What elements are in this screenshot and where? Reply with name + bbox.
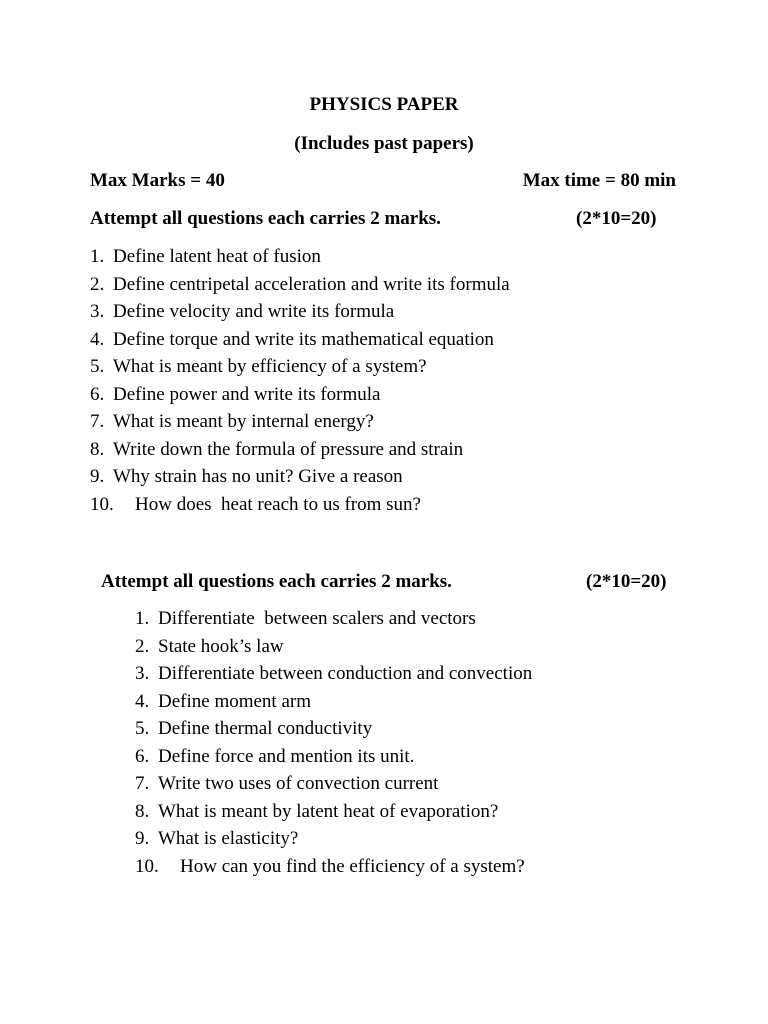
question-item <box>90 298 510 326</box>
section-1-heading <box>90 208 662 230</box>
question-text: What is elasticity? <box>158 828 299 849</box>
question-text: Define centripetal acceleration and write its formula <box>113 273 510 295</box>
question-text: What is meant by efficiency of a system? <box>113 356 427 377</box>
question-number: 9. <box>135 828 150 849</box>
question-text: Define moment arm <box>158 690 312 712</box>
question-item <box>90 463 510 491</box>
paper-subtitle: (Includes past papers) <box>294 133 474 154</box>
question-item <box>90 491 510 519</box>
question-number: 1. <box>90 246 105 267</box>
question-number: 8. <box>135 800 150 822</box>
question-number: 5. <box>90 356 105 377</box>
question-item <box>135 825 532 853</box>
question-number: 9. <box>90 466 105 487</box>
question-text: Define latent heat of fusion <box>113 246 321 267</box>
question-number: 6. <box>90 383 105 405</box>
question-text: Define force and mention its unit. <box>158 745 415 767</box>
question-item <box>135 853 532 881</box>
question-text: Why strain has no unit? Give a reason <box>113 466 403 487</box>
question-item <box>90 326 510 354</box>
section-2-heading <box>101 571 672 593</box>
question-item <box>90 271 510 299</box>
question-text: Define power and write its formula <box>113 383 381 405</box>
question-item <box>135 688 532 716</box>
section-2-questions <box>135 605 532 880</box>
section-1-instruction: Attempt all questions each carries 2 marks. <box>90 208 441 229</box>
question-item <box>135 633 532 661</box>
question-number: 5. <box>135 718 150 739</box>
question-text: Write down the formula of pressure and strain <box>113 438 464 460</box>
paper-title: PHYSICS PAPER <box>309 94 459 115</box>
section-2-instruction: Attempt all questions each carries 2 marks. <box>101 571 452 592</box>
question-text: How does heat reach to us from sun? <box>135 493 421 515</box>
question-item <box>135 798 532 826</box>
question-item <box>135 743 532 771</box>
question-item <box>90 243 510 271</box>
question-item <box>90 408 510 436</box>
max-marks: Max Marks = 40 <box>90 170 225 191</box>
question-number: 2. <box>135 635 150 657</box>
question-text: Differentiate between conduction and convection <box>158 663 533 684</box>
question-item <box>135 715 532 743</box>
question-number: 7. <box>135 773 150 794</box>
question-item <box>135 605 532 633</box>
question-text: What is meant by latent heat of evaporation? <box>158 800 499 822</box>
question-number: 2. <box>90 273 105 295</box>
question-number: 3. <box>135 663 150 684</box>
max-time: Max time = 80 min <box>522 170 676 191</box>
question-text: Define velocity and write its formula <box>113 301 395 322</box>
question-text: Write two uses of convection current <box>158 773 439 794</box>
paper-meta <box>90 170 676 192</box>
question-text: What is meant by internal energy? <box>113 411 374 432</box>
question-text: How can you find the efficiency of a system? <box>180 855 525 877</box>
question-number: 10. <box>135 855 159 877</box>
section-2-marks: (2*10=20) <box>586 571 667 592</box>
question-number: 6. <box>135 745 150 767</box>
question-number: 10. <box>90 493 114 515</box>
section-1-marks: (2*10=20) <box>576 208 657 229</box>
question-number: 4. <box>135 690 150 712</box>
question-number: 3. <box>90 301 105 322</box>
question-item <box>90 436 510 464</box>
question-number: 1. <box>135 608 150 629</box>
question-number: 7. <box>90 411 105 432</box>
question-item <box>135 770 532 798</box>
section-1-questions <box>90 243 510 518</box>
question-number: 8. <box>90 438 105 460</box>
question-text: State hook’s law <box>158 635 284 657</box>
question-item <box>90 381 510 409</box>
question-number: 4. <box>90 328 105 350</box>
question-item <box>90 353 510 381</box>
question-item <box>135 660 532 688</box>
question-text: Define thermal conductivity <box>158 718 373 739</box>
question-text: Differentiate between scalers and vectors <box>158 608 476 629</box>
question-text: Define torque and write its mathematical equation <box>113 328 494 350</box>
